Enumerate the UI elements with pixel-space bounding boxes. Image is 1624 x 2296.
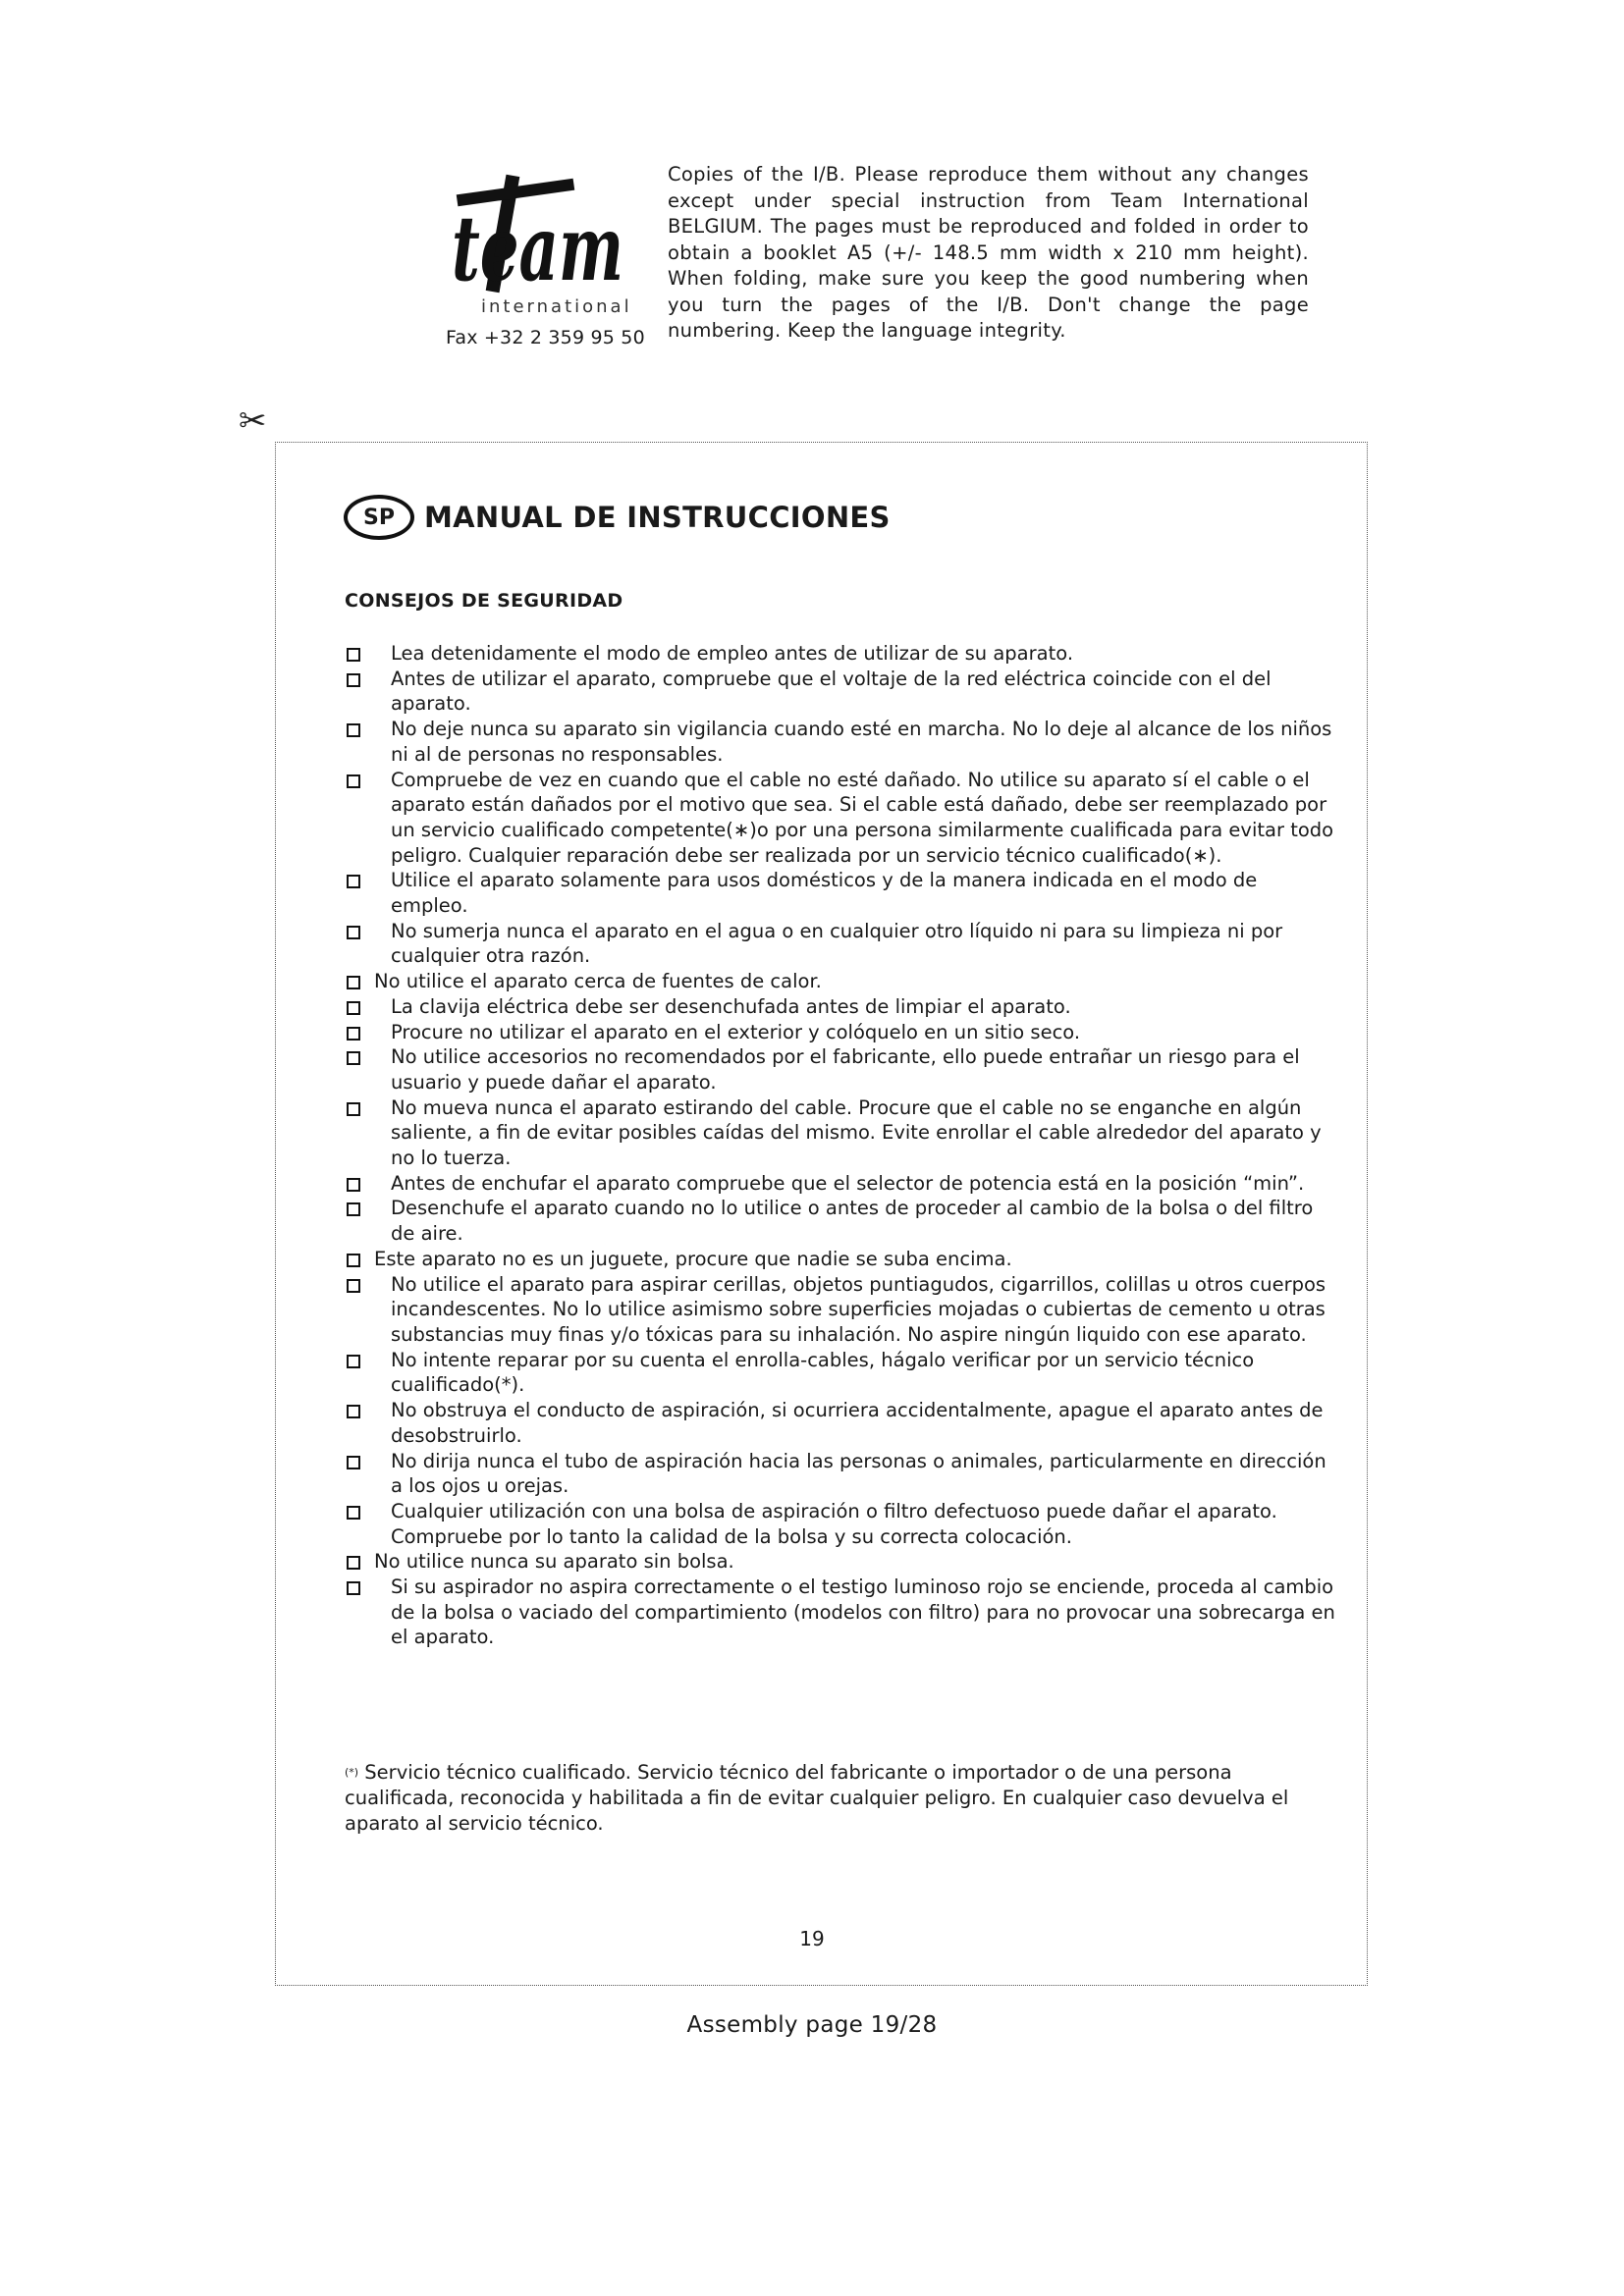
- checkbox-bullet-icon: [347, 1456, 360, 1469]
- safety-list: [345, 641, 1336, 1650]
- checkbox-bullet-icon: [347, 1102, 360, 1116]
- checkbox-bullet-icon: [347, 1405, 360, 1418]
- manual-title: MANUAL DE INSTRUCCIONES: [424, 501, 891, 534]
- list-item: No utilice el aparato para aspirar cerillas, objetos puntiagudos, cigarrillos, colillas u otros cuerpos incandescentes. No lo utilice asimismo sobre superficies mojadas o cubiertas de cemento u otras substancias muy finas y/o tóxicas para su inhalación. No aspire ningún liquido con ese aparato.: [345, 1272, 1336, 1348]
- checkbox-bullet-icon: [347, 926, 360, 939]
- footnote: [345, 1760, 1336, 1837]
- checkbox-bullet-icon: [347, 1355, 360, 1368]
- assembly-page-label: Assembly page 19/28: [686, 2012, 938, 2038]
- checkbox-bullet-icon: [347, 1001, 360, 1015]
- manual-header: [344, 493, 891, 542]
- reproduction-instructions: Copies of the I/B. Please reproduce them without any changes except under special instruction from Team International BELGIUM. The pages must be reproduced and folded in order to obtain a booklet A5 (+/- 148.5 mm width x 210 mm height). When folding, make sure you keep the good numbering when you turn the pages of the I/B. Don't change the page numbering. Keep the language integrity.: [668, 163, 1309, 342]
- list-item: No utilice nunca su aparato sin bolsa.: [345, 1549, 1336, 1575]
- list-item: Antes de enchufar el aparato compruebe que el selector de potencia está en la posición “min”.: [345, 1171, 1336, 1197]
- checkbox-bullet-icon: [347, 1178, 360, 1192]
- page-number: 19: [799, 1927, 825, 1950]
- footnote-mark: (*): [345, 1766, 359, 1779]
- checkbox-bullet-icon: [347, 875, 360, 888]
- list-item: Procure no utilizar el aparato en el exterior y colóquelo en un sitio seco.: [345, 1020, 1336, 1045]
- list-item: La clavija eléctrica debe ser desenchufada antes de limpiar el aparato.: [345, 994, 1336, 1020]
- team-logo-graphic: [412, 157, 648, 319]
- checkbox-bullet-icon: [347, 1027, 360, 1041]
- footnote-text: Servicio técnico cualificado. Servicio técnico del fabricante o importador o de una persona cualificada, reconocida y habilitada a fin de evitar cualquier peligro. En cualquier caso devuelva el aparato al servicio técnico.: [345, 1761, 1289, 1835]
- list-item: No mueva nunca el aparato estirando del cable. Procure que el cable no se enganche en algún saliente, a fin de evitar posibles caídas del mismo. Evite enrollar el cable alrededor del aparato y no lo tuerza.: [345, 1095, 1336, 1171]
- list-item: Si su aspirador no aspira correctamente o el testigo luminoso rojo se enciende, proceda al cambio de la bolsa o vaciado del compartimiento (modelos con filtro) para no provocar una sobrecarga en el aparato.: [345, 1575, 1336, 1650]
- list-item: No deje nunca su aparato sin vigilancia cuando esté en marcha. No lo deje al alcance de los niños ni al de personas no responsables.: [345, 717, 1336, 767]
- checkbox-bullet-icon: [347, 774, 360, 788]
- list-item: Cualquier utilización con una bolsa de aspiración o filtro defectuoso puede dañar el aparato. Compruebe por lo tanto la calidad de la bolsa y su correcta colocación.: [345, 1499, 1336, 1549]
- checkbox-bullet-icon: [347, 1279, 360, 1293]
- language-badge: SP: [344, 495, 414, 540]
- list-item: Utilice el aparato solamente para usos domésticos y de la manera indicada en el modo de empleo.: [345, 868, 1336, 918]
- checkbox-bullet-icon: [347, 673, 360, 687]
- list-item: Lea detenidamente el modo de empleo antes de utilizar de su aparato.: [345, 641, 1336, 667]
- logo-subtext: international: [481, 296, 632, 317]
- list-item: Antes de utilizar el aparato, compruebe que el voltaje de la red eléctrica coincide con el del aparato.: [345, 667, 1336, 717]
- team-international-logo: [412, 157, 648, 319]
- list-item: No utilice el aparato cerca de fuentes de calor.: [345, 969, 1336, 994]
- checkbox-bullet-icon: [347, 1051, 360, 1065]
- list-item: No obstruya el conducto de aspiración, si ocurriera accidentalmente, apague el aparato antes de desobstruirlo.: [345, 1398, 1336, 1448]
- scissors-icon: ✂: [239, 401, 267, 441]
- logo-wordmark: team: [452, 195, 623, 301]
- list-item: No dirija nunca el tubo de aspiración hacia las personas o animales, particularmente en dirección a los ojos u orejas.: [345, 1449, 1336, 1499]
- checkbox-bullet-icon: [347, 1506, 360, 1520]
- checkbox-bullet-icon: [347, 648, 360, 662]
- checkbox-bullet-icon: [347, 976, 360, 989]
- checkbox-bullet-icon: [347, 723, 360, 737]
- list-item: No sumerja nunca el aparato en el agua o en cualquier otro líquido ni para su limpieza ni por cualquier otra razón.: [345, 919, 1336, 969]
- list-item: Desenchufe el aparato cuando no lo utilice o antes de proceder al cambio de la bolsa o del filtro de aire.: [345, 1196, 1336, 1246]
- list-item: Este aparato no es un juguete, procure que nadie se suba encima.: [345, 1247, 1336, 1272]
- list-item: No intente reparar por su cuenta el enrolla-cables, hágalo verificar por un servicio técnico cualificado(*).: [345, 1348, 1336, 1398]
- list-item: Compruebe de vez en cuando que el cable no esté dañado. No utilice su aparato sí el cable o el aparato están dañados por el motivo que sea. Si el cable está dañado, debe ser reemplazado por un servicio cualificado competente(∗)o por una persona similarmente cualificada para evitar todo peligro. Cualquier reparación debe ser realizada por un servicio técnico cualificado(∗).: [345, 768, 1336, 869]
- section-title: CONSEJOS DE SEGURIDAD: [345, 590, 623, 612]
- checkbox-bullet-icon: [347, 1556, 360, 1570]
- list-item: No utilice accesorios no recomendados por el fabricante, ello puede entrañar un riesgo para el usuario y puede dañar el aparato.: [345, 1044, 1336, 1095]
- fax-number: Fax +32 2 359 95 50: [446, 327, 645, 348]
- checkbox-bullet-icon: [347, 1202, 360, 1216]
- checkbox-bullet-icon: [347, 1581, 360, 1595]
- checkbox-bullet-icon: [347, 1254, 360, 1267]
